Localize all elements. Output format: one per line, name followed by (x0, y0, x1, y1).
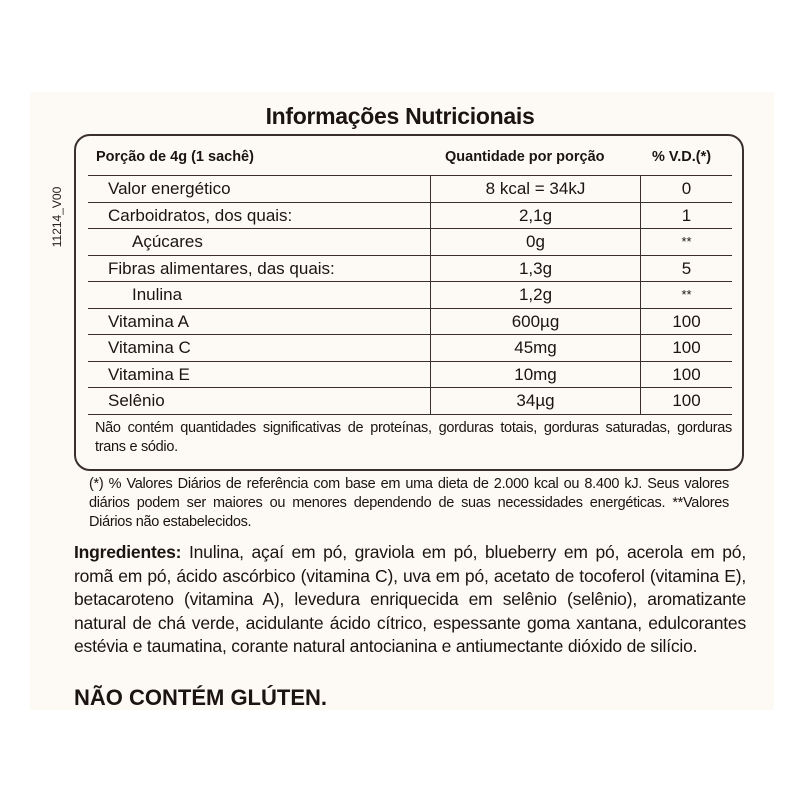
row-dv: 5 (681, 258, 692, 278)
side-code: 11214_V00 (50, 186, 64, 248)
table-row (88, 308, 732, 335)
row-dv: 100 (672, 338, 701, 357)
gluten-warning: NÃO CONTÉM GLÚTEN. (74, 685, 327, 710)
row-name: Vitamina E (88, 362, 431, 388)
table-row (88, 334, 732, 361)
row-name: Inulina (88, 282, 431, 308)
row-name: Selênio (88, 388, 431, 414)
row-quantity: 34µg (431, 388, 641, 414)
table-row (88, 175, 732, 202)
row-quantity: 2,1g (431, 203, 641, 229)
row-name: Carboidratos, dos quais: (88, 203, 431, 229)
row-dv: 1 (681, 205, 692, 225)
row-name: Valor energético (88, 176, 431, 202)
table-row (88, 361, 732, 388)
nutrition-rows (88, 175, 732, 414)
row-quantity: 8 kcal = 34kJ (431, 176, 641, 202)
row-name: Fibras alimentares, das quais: (88, 256, 431, 282)
daily-value-footnote: (*) % Valores Diários de referência com base em uma dieta de 2.000 kcal ou 8.400 kJ. Seus valores diários podem ser maiores ou menores dependendo de suas necessidades energéticas. **Valores Diários não estabelecidos. (89, 476, 729, 530)
ingredients-text: Inulina, açaí em pó, graviola em pó, blueberry em pó, acerola em pó, romã em pó, ácido ascórbico (vitamina C), uva em pó, acetato de tocoferol (vitamina E), betacaroteno (vitamina A), levedura enriquecida em selênio (selênio), aromatizante natural de chá verde, acidulante ácido cítrico, espessante goma xantana, edulcorantes estévia e taumatina, corante natural antocianina e antiumectante dióxido de silício. (74, 542, 746, 656)
row-quantity: 10mg (431, 362, 641, 388)
table-note: Não contém quantidades significativas de proteínas, gorduras totais, gorduras saturadas, gorduras trans e sódio. (88, 414, 732, 460)
header-daily-value: % V.D.(*) (652, 149, 712, 165)
table-row (88, 281, 732, 308)
header-portion: Porção de 4g (1 sachê) (96, 149, 254, 165)
row-quantity: 1,2g (431, 282, 641, 308)
row-quantity: 1,3g (431, 256, 641, 282)
row-dv: 100 (672, 391, 701, 410)
row-dv: ** (681, 234, 692, 249)
table-row (88, 202, 732, 229)
table-row (88, 255, 732, 282)
table-row (88, 228, 732, 255)
row-quantity: 0g (431, 229, 641, 255)
row-dv: 100 (672, 364, 701, 384)
table-row (88, 387, 732, 414)
nutrition-table (74, 134, 744, 471)
row-name: Açúcares (88, 229, 431, 255)
header-quantity: Quantidade por porção (445, 149, 605, 165)
row-dv: ** (681, 287, 692, 302)
ingredients-label: Ingredientes: (74, 542, 182, 562)
row-quantity: 600µg (431, 309, 641, 335)
ingredients-paragraph (74, 541, 746, 659)
row-dv: 100 (672, 311, 701, 331)
row-dv: 0 (681, 179, 692, 198)
row-name: Vitamina C (88, 335, 431, 361)
row-quantity: 45mg (431, 335, 641, 361)
row-name: Vitamina A (88, 309, 431, 335)
page-title: Informações Nutricionais (265, 103, 535, 129)
